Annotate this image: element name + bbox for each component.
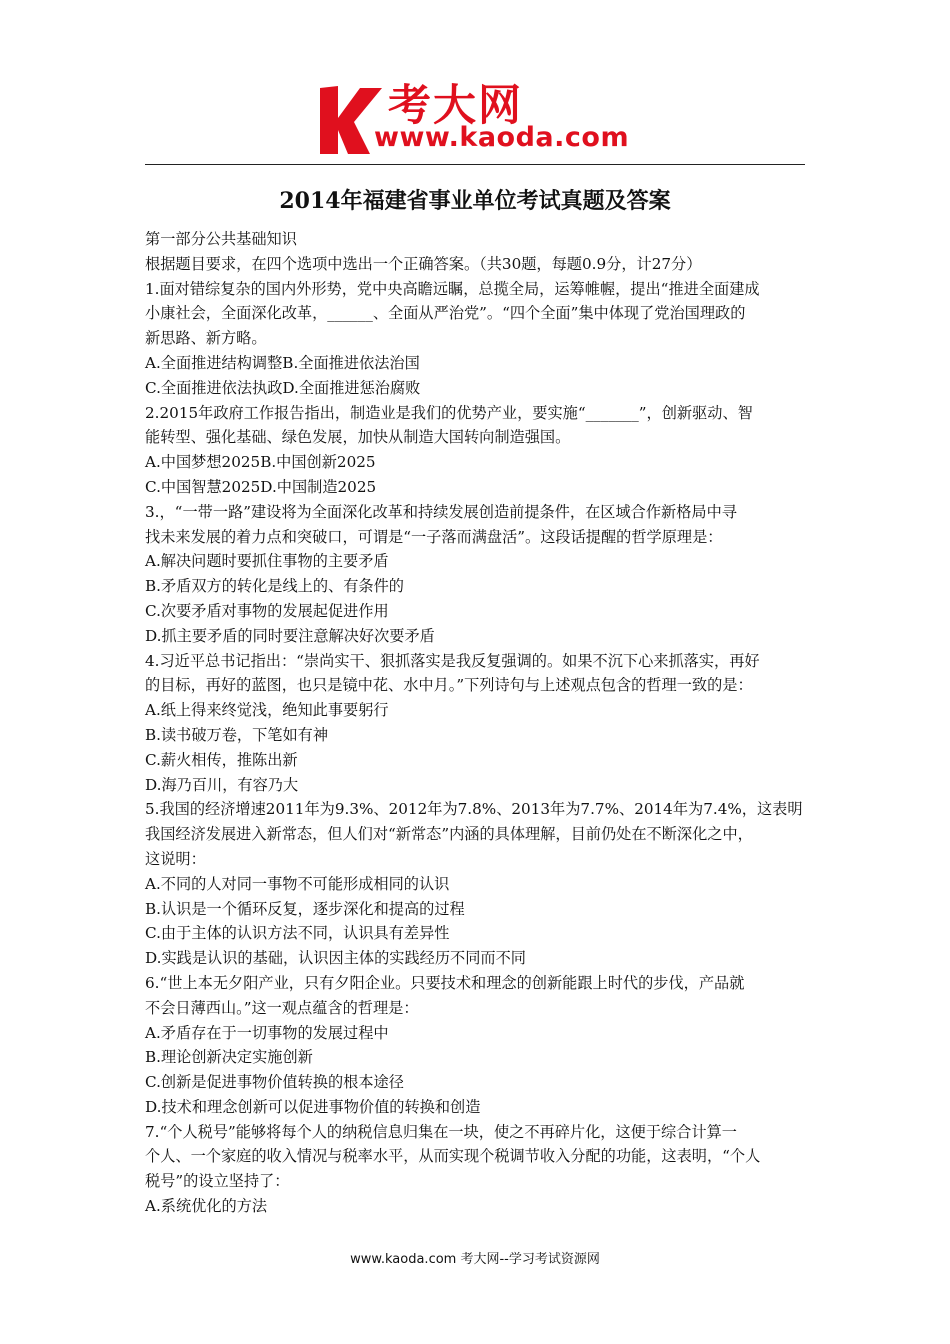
question-3-option: A.解决问题时要抓住事物的主要矛盾 <box>145 552 389 571</box>
question-2-text: 能转型、强化基础、绿色发展，加快从制造大国转向制造强国。 <box>145 428 571 447</box>
question-5-option: D.实践是认识的基础，认识因主体的实践经历不同而不同 <box>145 949 526 968</box>
question-4-option: B.读书破万卷，下笔如有神 <box>145 725 329 744</box>
question-4-option: C.薪火相传，推陈出新 <box>145 750 298 769</box>
section-heading: 第一部分公共基础知识 <box>145 230 297 248</box>
question-3-text: 找未来发展的着力点和突破口，可谓是“一子落而满盘活”。这段话提醒的哲学原理是： <box>145 527 723 546</box>
question-2-options: A.中国梦想2025B.中国创新2025 <box>145 453 376 472</box>
question-4-option: D.海乃百川，有容乃大 <box>145 775 299 794</box>
question-6-option: B.理论创新决定实施创新 <box>145 1048 313 1067</box>
question-5-text: 我国经济发展进入新常态，但人们对“新常态”内涵的具体理解，目前仍处在不断深化之中， <box>145 825 753 844</box>
question-7-option: A.系统优化的方法 <box>145 1197 268 1216</box>
question-2-text: 2.2015年政府工作报告指出，制造业是我们的优势产业，要实施“_______”，创新驱动、智 <box>145 403 753 422</box>
question-5-option: A.不同的人对同一事物不可能形成相同的认识 <box>145 874 450 893</box>
question-4-text: 4.习近平总书记指出：“崇尚实干、狠抓落实是我反复强调的。如果不沉下心来抓落实，再好 <box>145 651 760 670</box>
logo-url: www.kaoda.com <box>374 122 630 153</box>
question-5-option: C.由于主体的认识方法不同，认识具有差异性 <box>145 924 450 943</box>
question-5-text: 5.我国的经济增速2011年为9.3%、2012年为7.8%、2013年为7.7%、2014年为7.4%，这表明 <box>145 800 803 819</box>
question-5-option: B.认识是一个循环反复，逐步深化和提高的过程 <box>145 899 465 918</box>
question-3-option: B.矛盾双方的转化是线上的、有条件的 <box>145 577 404 596</box>
question-1-text: 1.面对错综复杂的国内外形势，党中央高瞻远瞩，总揽全局，运筹帷幄，提出“推进全面建成 <box>145 279 760 298</box>
question-7-text: 个人、一个家庭的收入情况与税率水平，从而实现个税调节收入分配的功能，这表明，“个人 <box>145 1147 761 1166</box>
question-7-text: 7.“个人税号”能够将每个人的纳税信息归集在一块，使之不再碎片化，这便于综合计算一 <box>145 1122 737 1141</box>
question-3-option: D.抓主要矛盾的同时要注意解决好次要矛盾 <box>145 626 435 645</box>
question-4-text: 的目标，再好的蓝图，也只是镜中花、水中月。”下列诗句与上述观点包含的哲理一致的是： <box>145 676 753 695</box>
question-3-option: C.次要矛盾对事物的发展起促进作用 <box>145 601 389 620</box>
question-6-text: 不会日薄西山。”这一观点蕴含的哲理是： <box>145 998 419 1017</box>
document-title: 2014年福建省事业单位考试真题及答案 <box>279 188 671 214</box>
question-3-text: 3.，“一带一路”建设将为全面深化改革和持续发展创造前提条件，在区域合作新格局中寻 <box>145 502 737 521</box>
question-6-option: C.创新是促进事物价值转换的根本途径 <box>145 1073 404 1092</box>
question-6-text: 6.“世上本无夕阳产业，只有夕阳企业。只要技术和理念的创新能跟上时代的步伐，产品就 <box>145 973 745 992</box>
question-5-text: 这说明： <box>145 849 206 868</box>
document-body <box>145 227 815 1219</box>
question-7-text: 税号”的设立坚持了： <box>145 1172 290 1191</box>
question-6-option: A.矛盾存在于一切事物的发展过程中 <box>145 1023 389 1042</box>
question-1-options: A.全面推进结构调整B.全面推进依法治国 <box>145 353 420 372</box>
page-footer[interactable]: www.kaoda.com 考大网--学习考试资源网 <box>350 1252 600 1267</box>
question-1-text: 新思路、新方略。 <box>145 329 267 348</box>
question-1-options: C.全面推进依法执政D.全面推进惩治腐败 <box>145 378 421 397</box>
question-4-option: A.纸上得来终觉浅，绝知此事要躬行 <box>145 701 389 720</box>
kaoda-logo[interactable] <box>318 78 648 160</box>
instructions: 根据题目要求，在四个选项中选出一个正确答案。（共30题，每题0.9分，计27分） <box>145 254 702 273</box>
question-2-options: C.中国智慧2025D.中国制造2025 <box>145 477 377 496</box>
question-6-option: D.技术和理念创新可以促进事物价值的转换和创造 <box>145 1097 481 1116</box>
question-1-text: 小康社会，全面深化改革，______、全面从严治党”。“四个全面”集中体现了党治国理政的 <box>145 304 746 323</box>
header-divider <box>145 164 805 165</box>
logo-brand-name: 考大网 <box>388 81 523 131</box>
